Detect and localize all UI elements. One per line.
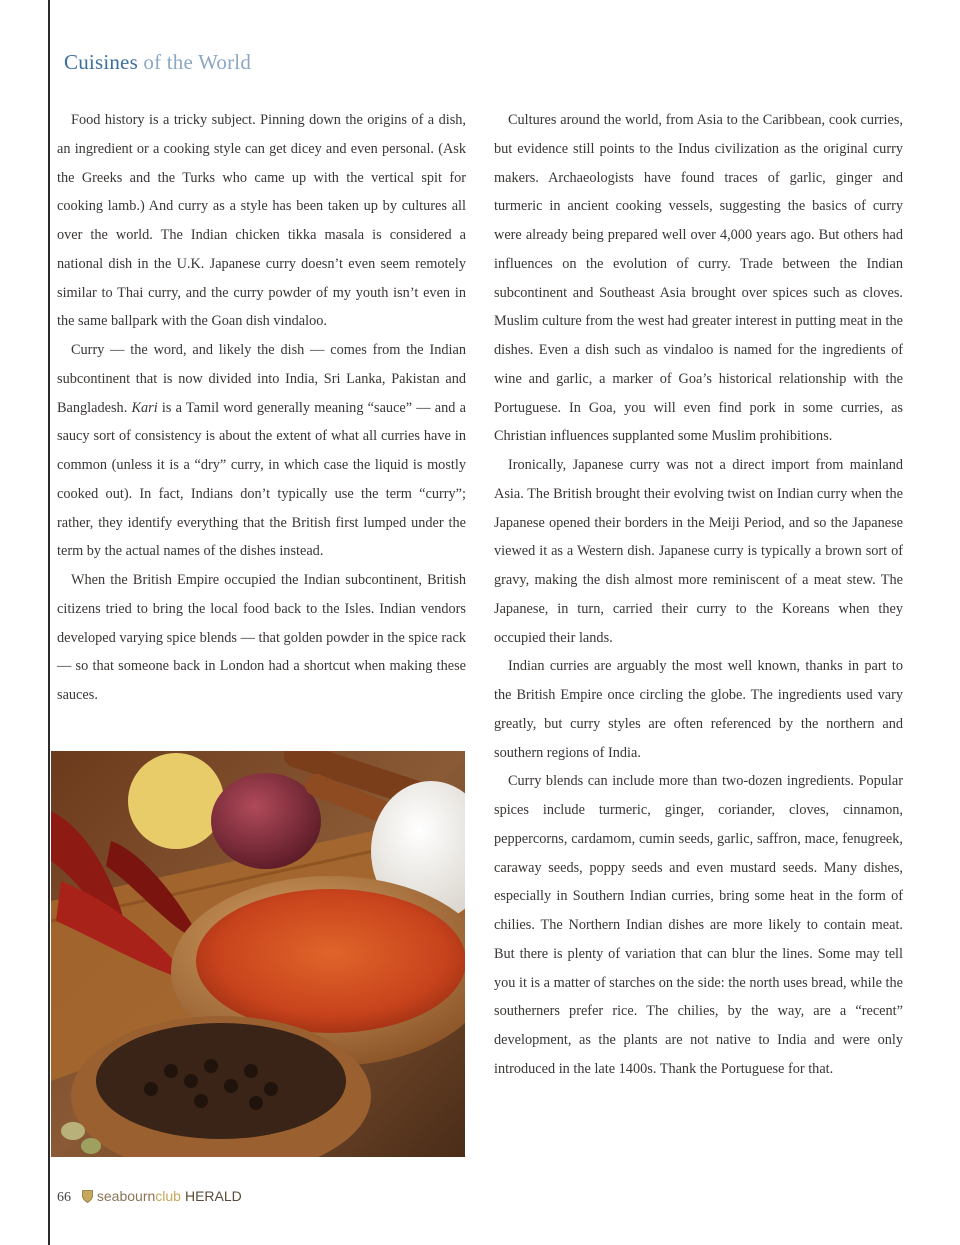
section-title-rest: of the World [143,50,252,74]
red-onion [211,773,321,869]
peppercorns [96,1023,346,1139]
chili-powder [196,889,465,1033]
section-title-accent: Cuisines [64,50,138,74]
page-binding-rule [48,0,50,1245]
term-kari: Kari [131,399,158,416]
section-title [64,50,251,75]
paragraph-japanese-curry: Ironically, Japanese curry was not a direct import from mainland Asia. The British brought their evolving twist on Indian curry when the Japanese opened their borders in the Meiji Period, and so the Japanese viewed it as a Western dish. Japanese curry is typically a brown sort of gravy, making the dish almost more reminiscent of a meat stew. The Japanese, in turn, carried their curry to the Koreans when they occupied their lands. [494,457,903,646]
paragraph-british-empire: When the British Empire occupied the Indian subcontinent, British citizens tried to bring the local food back to the Isles. Indian vendors developed varying spice blends — that golden powder in the spice rack — so that someone back in London had a shortcut when making these sauces. [57,572,466,703]
spices-illustration [51,751,465,1157]
brand-club: club [155,1188,181,1204]
text-run: is a Tamil word generally meaning “sauce” — and a saucy sort of consistency is about the extent of what all curries have in common (unless it is a “dry” curry, in which case the liquid is mostly cooked out). In fact, Indians don’t typically use the term “curry”; rather, they identify everything that the British first lumped under the term by the actual names of the dishes instead. [57,399,466,560]
page-footer [57,1188,242,1206]
text-run: Curry — the word, and likely the dish — comes from the Indian subcontinent that is now divided into India, Sri Lanka, Pakistan and Bangladesh. [57,342,466,416]
article-column-left [57,106,466,710]
paragraph-food-history: Food history is a tricky subject. Pinning down the origins of a dish, an ingredient or a cooking style can get dicey and even personal. (Ask the Greeks and the Turks who came up with the vertical spit for cooking lamb.) And curry as a style has been taken up by cultures all over the world. The Indian chicken tikka masala is considered a national dish in the U.K. Japanese curry doesn’t even seem remotely similar to Thai curry, and the curry powder of my youth isn’t even in the same ballpark with the Goan dish vindaloo. [57,112,466,330]
brand-seabourn: seabourn [96,1188,156,1204]
paragraph-indian-curries: Indian curries are arguably the most well known, thanks in part to the British Empire once circling the globe. The ingredients used vary greatly, but curry styles are often referenced by the northern and southern regions of India. [494,658,903,761]
paragraph-curry-origin [57,336,466,566]
article-column-right [494,106,903,1084]
page-number: 66 [57,1190,71,1205]
shield-icon [82,1190,93,1206]
spices-photo [51,751,465,1157]
paragraph-indus-origins: Cultures around the world, from Asia to the Caribbean, cook curries, but evidence still points to the Indus civilization as the original curry makers. Archaeologists have found traces of garlic, ginger and turmeric in ancient cooking vessels, suggesting the basics of curry were already being prepared well over 4,000 years ago. But others had influences on the evolution of curry. Trade between the Indian subcontinent and Southeast Asia brought over spices such as cloves. Muslim culture from the west had greater interest in putting meat in the dishes. Even a dish such as vindaloo is named for the ingredients of wine and garlic, a marker of Goa’s historical relationship with the Portuguese. In Goa, you will even find pork in some curries, as Christian influences supplanted some Muslim prohibitions. [494,112,903,445]
paragraph-curry-blends: Curry blends can include more than two-dozen ingredients. Popular spices include turmeric, ginger, coriander, cloves, cinnamon, peppercorns, cardamom, cumin seeds, garlic, saffron, mace, fenugreek, caraway seeds, poppy seeds and even mustard seeds. Many dishes, especially in Southern Indian curries, bring some heat in the form of chilies. The Northern Indian dishes are more likely to contain meat. But there is plenty of variation that can blur the lines. Some may tell you it is a matter of starches on the side: the north uses bread, while the southerners prefer rice. The chilies, by the way, are a “recent” development, as the plants are not native to India and were only introduced in the late 1400s. Thank the Portuguese for that. [494,773,903,1077]
lemon [128,753,224,849]
brand-herald: HERALD [184,1188,242,1204]
